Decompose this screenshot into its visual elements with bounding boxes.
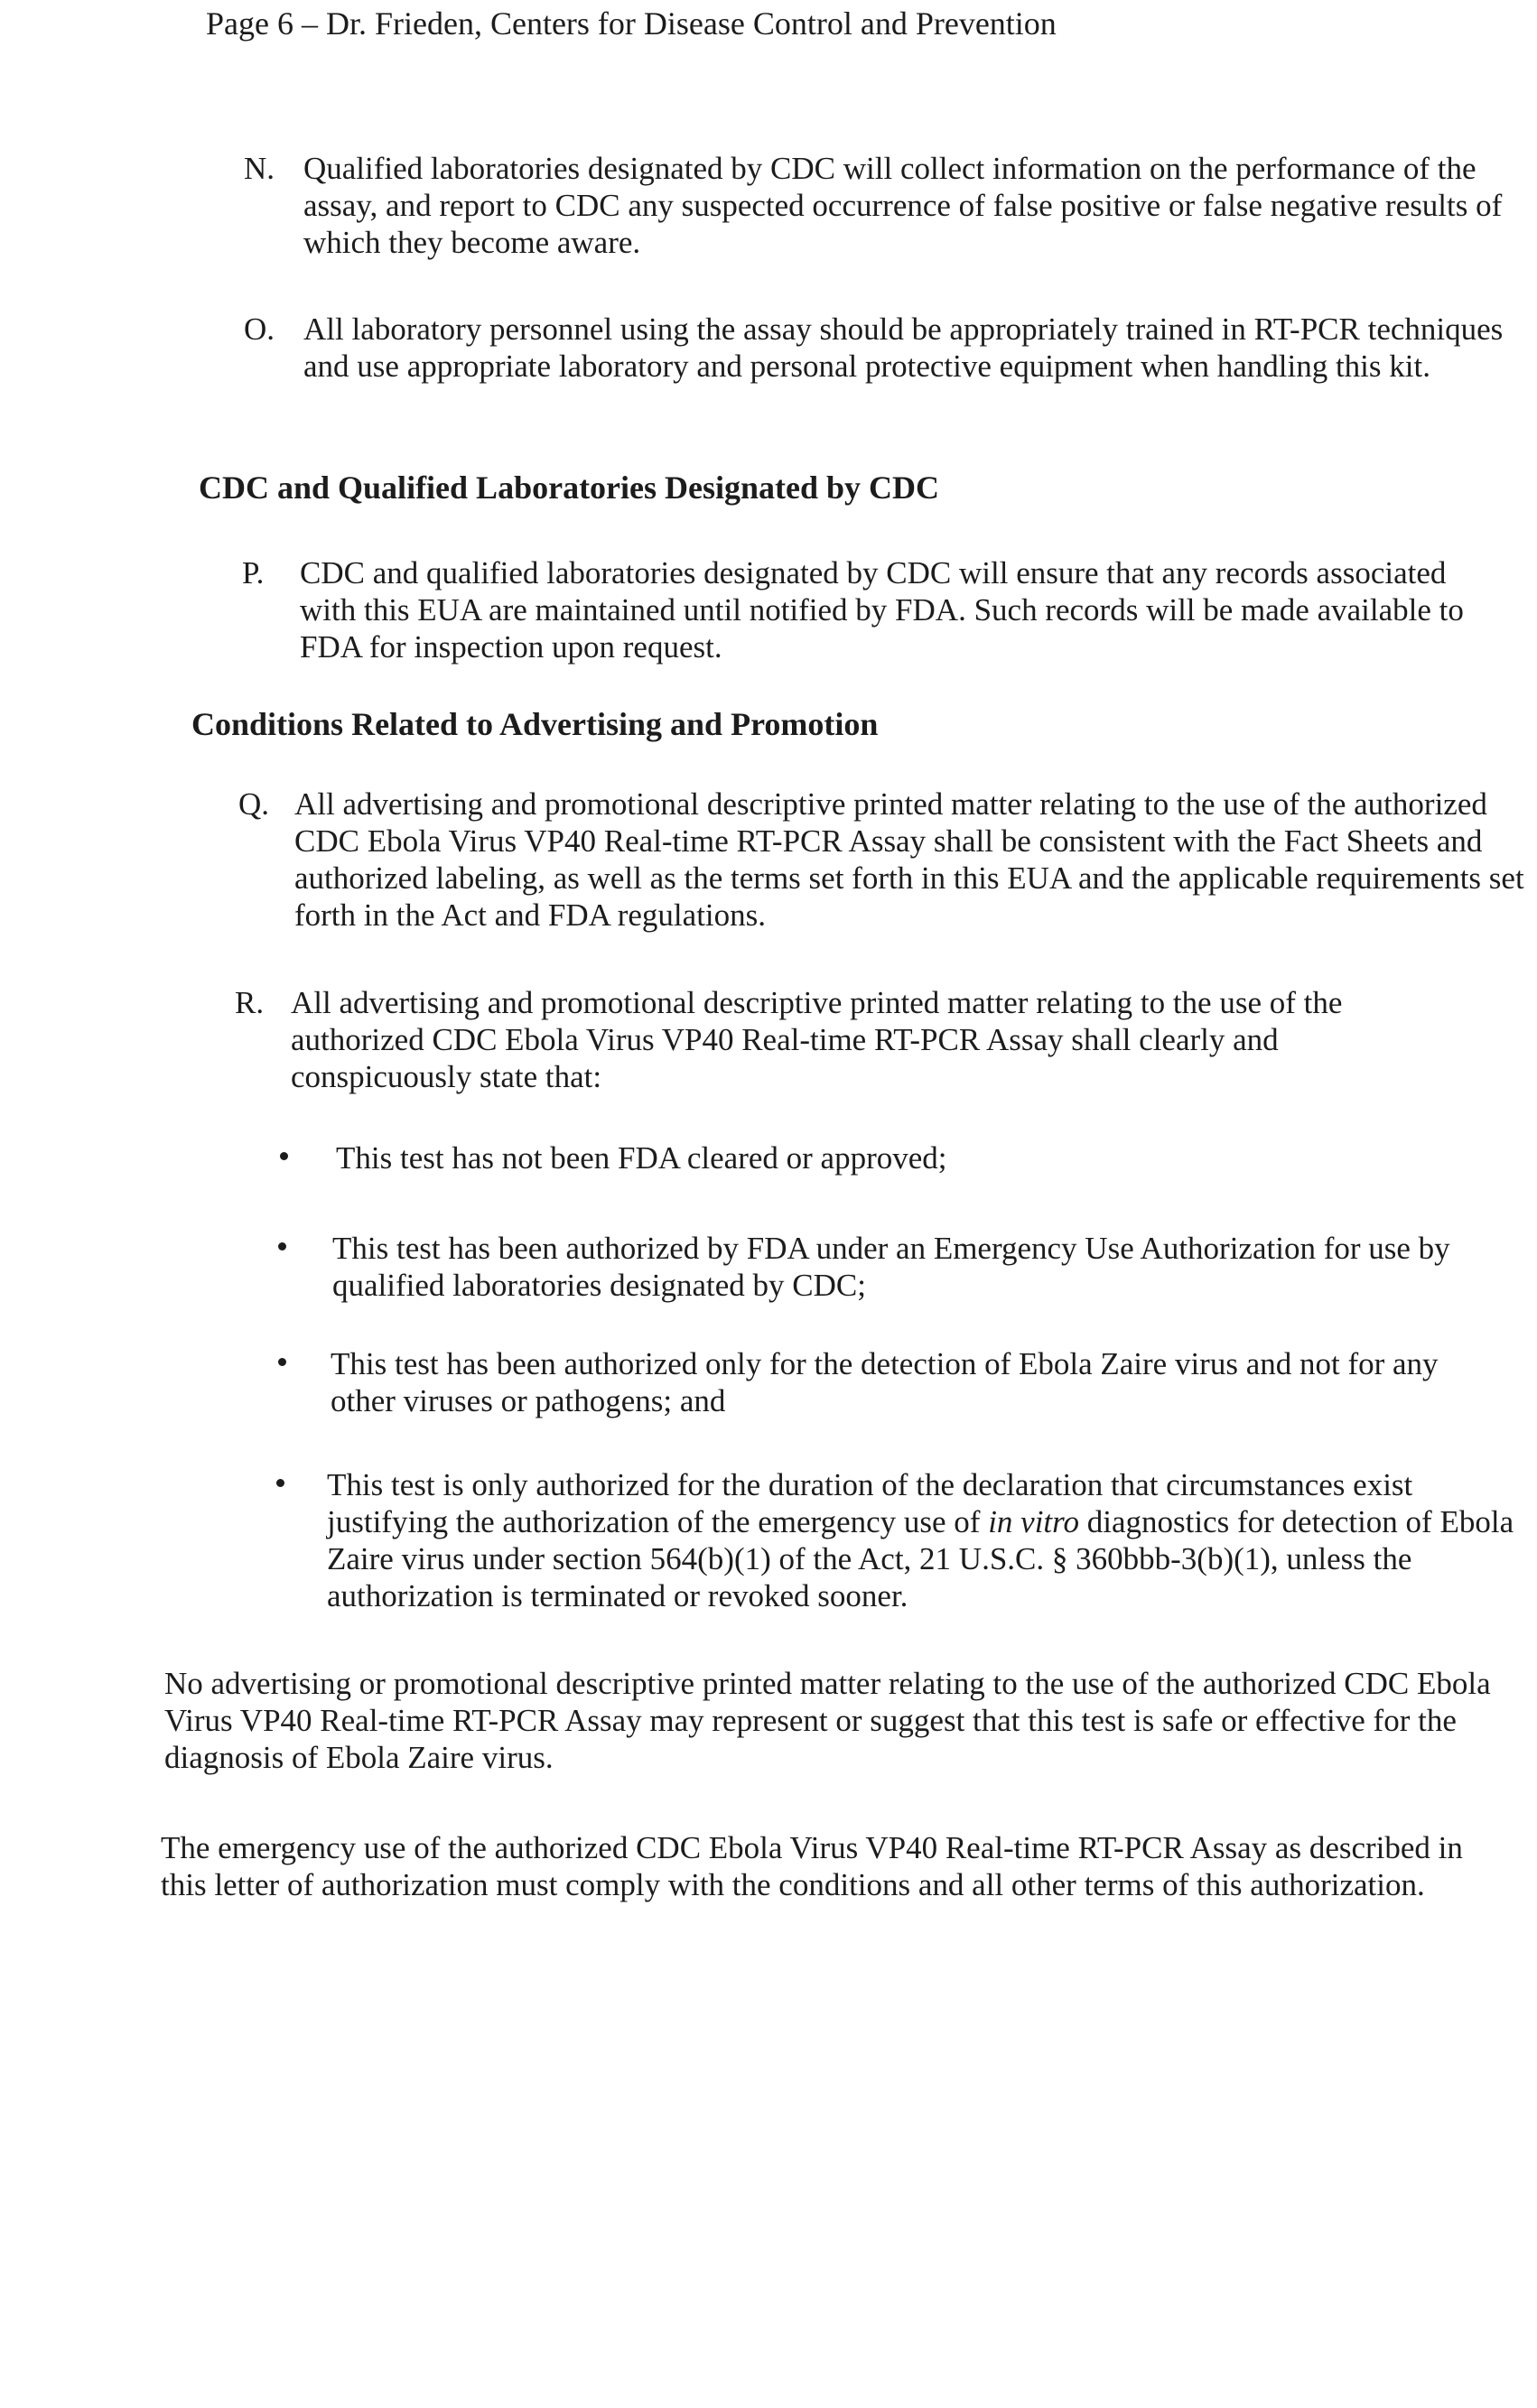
condition-item-o <box>244 311 1508 385</box>
item-text: All laboratory personnel using the assay should be appropriately trained in RT-PCR techniques and use appropriate laboratory and personal protective equipment when handling this kit. <box>303 311 1504 384</box>
bullet-text: This test has not been FDA cleared or approved; <box>336 1140 947 1176</box>
item-text: Qualified laboratories designated by CDC will collect information on the performance of the assay, and report to CDC any suspected occurrence of false positive or false negative results of which they become aware. <box>303 151 1503 260</box>
bullet-text-italic: in vitro <box>988 1504 1079 1539</box>
bullet-text <box>327 1466 1532 1614</box>
item-letter: N. <box>244 151 275 186</box>
section-heading-cdc-labs: CDC and Qualified Laboratories Designated by CDC <box>199 470 940 506</box>
bullet-text: This test has been authorized only for the detection of Ebola Zaire virus and not for any other viruses or pathogens; and <box>331 1346 1439 1418</box>
condition-item-p <box>242 554 1506 665</box>
bullet-dot-icon <box>278 1242 286 1250</box>
bullet-text-after: diagnostics for detection of Ebola Zaire virus under section 564(b)(1) of the Act, 21 U.S.C. § 360bbb-3(b)(1), unless the authorization is terminated or revoked sooner. <box>327 1504 1514 1613</box>
item-letter: R. <box>235 985 265 1020</box>
bullet-item-3 <box>278 1345 1488 1419</box>
bullet-item-1 <box>280 1139 1517 1176</box>
section-heading-advertising: Conditions Related to Advertising and Promotion <box>191 706 879 742</box>
closing-paragraph-2: The emergency use of the authorized CDC Ebola Virus VP40 Real-time RT-PCR Assay as described in this letter of authorization must comply with the conditions and all other terms of this authorization. <box>161 1830 1463 1902</box>
bullet-dot-icon <box>278 1358 286 1366</box>
condition-item-r <box>235 984 1445 1095</box>
item-text: CDC and qualified laboratories designated by CDC will ensure that any records associated with this EUA are maintained until notified by FDA. Such records will be made available to FDA for inspection upon request. <box>300 555 1464 665</box>
bullet-text: This test has been authorized by FDA under an Emergency Use Authorization for use by qualified laboratories designated by CDC; <box>332 1231 1450 1303</box>
item-text: All advertising and promotional descriptive printed matter relating to the use of the authorized CDC Ebola Virus VP40 Real-time RT-PCR Assay shall clearly and conspicuously state that: <box>291 985 1343 1094</box>
bullet-dot-icon <box>276 1479 284 1487</box>
condition-item-q <box>238 786 1533 934</box>
bullet-item-4 <box>276 1466 1532 1614</box>
item-letter: Q. <box>238 786 270 822</box>
closing-paragraph-1: No advertising or promotional descriptive printed matter relating to the use of the authorized CDC Ebola Virus VP40 Real-time RT-PCR Assay may represent or suggest that this test is safe or effective for the diagnosis of Ebola Zaire virus. <box>164 1666 1491 1775</box>
bullet-dot-icon <box>280 1152 288 1160</box>
bullet-text-before: This test is only authorized for the duration of the declaration that circumstances exist justifying the authorization of the emergency use of <box>327 1467 1413 1539</box>
page-header: Page 6 – Dr. Frieden, Centers for Disease Control and Prevention <box>206 5 1057 42</box>
item-letter: O. <box>244 311 275 347</box>
condition-item-n <box>244 150 1535 261</box>
item-letter: P. <box>242 555 265 590</box>
bullet-item-2 <box>278 1230 1524 1304</box>
item-text: All advertising and promotional descriptive printed matter relating to the use of the authorized CDC Ebola Virus VP40 Real-time RT-PCR Assay shall be consistent with the Fact Sheets and authorized labeling, as well as the terms set forth in this EUA and the applicable requirements set forth in the Act and FDA regulations. <box>294 786 1524 933</box>
